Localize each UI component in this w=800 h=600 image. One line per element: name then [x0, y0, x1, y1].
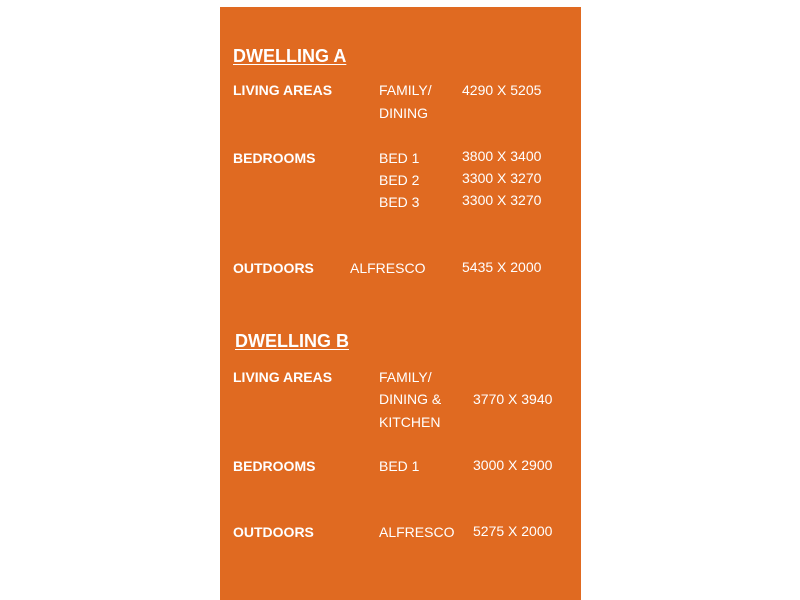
dwelling-b-outdoors-size: 5275 X 2000 — [473, 523, 553, 539]
dwelling-b-living-label: LIVING AREAS — [233, 369, 333, 385]
dwelling-b-bed-1-name: BED 1 — [379, 458, 420, 474]
dwelling-a-bed-1-size: 3800 X 3400 — [462, 148, 542, 164]
dwelling-a-living-label: LIVING AREAS — [233, 82, 333, 98]
dwelling-b-living-room-line3: KITCHEN — [379, 414, 441, 430]
dwelling-b-living-room-line2: DINING & — [379, 391, 442, 407]
dwelling-b-outdoors-room: ALFRESCO — [379, 524, 455, 540]
dwelling-a-bed-3-name: BED 3 — [379, 194, 420, 210]
dwelling-a-outdoors-label: OUTDOORS — [233, 260, 314, 276]
dwelling-b-living-room-line1: FAMILY/ — [379, 369, 432, 385]
dwelling-a-living-size: 4290 X 5205 — [462, 82, 542, 98]
dwelling-a-living-room-line2: DINING — [379, 105, 428, 121]
dwelling-b-living-size: 3770 X 3940 — [473, 391, 553, 407]
dwelling-a-living-room-line1: FAMILY/ — [379, 82, 432, 98]
dwelling-a-outdoors-room: ALFRESCO — [350, 260, 426, 276]
dwelling-b-bed-1-size: 3000 X 2900 — [473, 457, 553, 473]
dwelling-a-bed-3-size: 3300 X 3270 — [462, 192, 542, 208]
dwelling-a-bed-1-name: BED 1 — [379, 150, 420, 166]
dwelling-a-outdoors-size: 5435 X 2000 — [462, 259, 542, 275]
dwelling-b-bedrooms-label: BEDROOMS — [233, 458, 316, 474]
dwelling-a-bed-2-name: BED 2 — [379, 172, 420, 188]
dwelling-a-bed-2-size: 3300 X 3270 — [462, 170, 542, 186]
room-schedule-panel — [220, 7, 581, 600]
dwelling-a-title: DWELLING A — [233, 46, 347, 66]
dwelling-b-title: DWELLING B — [235, 331, 349, 351]
dwelling-a-bedrooms-label: BEDROOMS — [233, 150, 316, 166]
dwelling-b-outdoors-label: OUTDOORS — [233, 524, 314, 540]
